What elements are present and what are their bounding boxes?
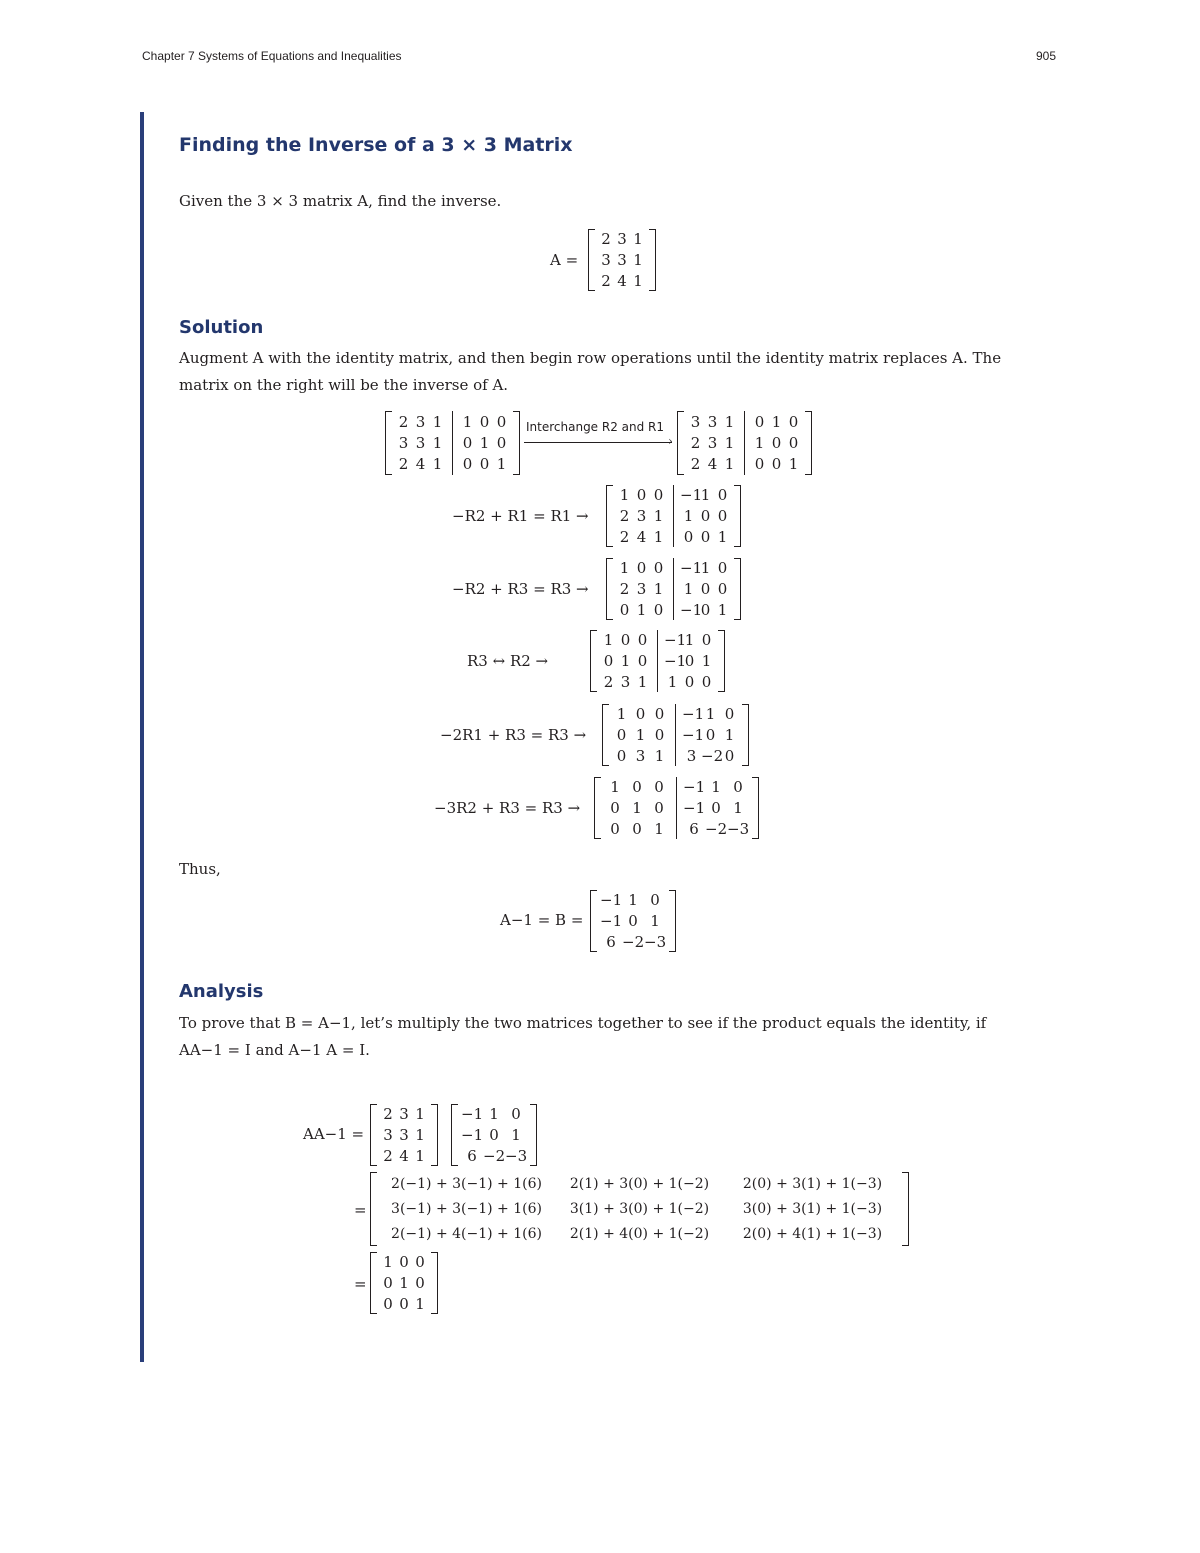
- matrix-cell: 2: [619, 506, 630, 525]
- matrix-cell: 0: [636, 486, 647, 505]
- matrix-cell: 0: [399, 1294, 409, 1313]
- bracket-left: [677, 411, 684, 475]
- matrix-cell: 1: [683, 506, 694, 525]
- matrix-cell: 2(−1) + 3(−1) + 1(6): [391, 1176, 542, 1193]
- matrix-cell: 0: [399, 1253, 409, 1272]
- augmented-step-1: [677, 411, 812, 475]
- verify-matrix-ainv: [451, 1104, 537, 1166]
- matrix-cell: 1: [637, 672, 648, 691]
- matrix-cell: 1: [415, 1294, 425, 1313]
- matrix-cell: −2: [705, 819, 728, 838]
- analysis-text: To prove that B = A−1, let’s multiply the two matrices together to see if the product equals the identity, if AA−1 = I and A−1 A = I.: [179, 1014, 987, 1059]
- matrix-cell: −3: [644, 932, 667, 951]
- matrix-cell: 1: [771, 412, 782, 431]
- matrix-cell: 1: [479, 433, 490, 452]
- matrix-cell: −3: [505, 1146, 528, 1165]
- matrix-cell: 3: [617, 230, 627, 249]
- matrix-cell: 3: [635, 746, 646, 765]
- example-box-rule: [140, 112, 144, 1362]
- matrix-cell: 2(−1) + 4(−1) + 1(6): [391, 1225, 542, 1242]
- matrix-cell: 4: [415, 455, 426, 474]
- step-2-label: −R2 + R1 = R1 →: [452, 507, 589, 525]
- matrix-cell: 0: [511, 1105, 521, 1124]
- matrix-cell: −1: [600, 911, 623, 930]
- running-header-chapter: Chapter 7 Systems of Equations and Inequalities: [142, 49, 402, 63]
- matrix-cell: 0: [754, 455, 765, 474]
- matrix-cell: 1: [711, 778, 721, 797]
- arrow-head-icon: ›: [668, 434, 673, 448]
- matrix-cell: 3: [620, 672, 631, 691]
- matrix-cell: 0: [637, 651, 648, 670]
- identity-result: [370, 1252, 438, 1314]
- matrix-cell: 1: [650, 911, 660, 930]
- inverse-matrix: [590, 890, 676, 952]
- matrix-cell: −1: [680, 600, 703, 619]
- bracket-left: [594, 777, 601, 839]
- matrix-cell: −1: [600, 891, 623, 910]
- matrix-cell: 3: [399, 1125, 409, 1144]
- matrix-cell: 0: [632, 778, 642, 797]
- matrix-cell: 0: [717, 486, 728, 505]
- inverse-label: A−1 = B =: [500, 911, 584, 929]
- matrix-cell: 1: [700, 486, 711, 505]
- matrix-cell: 3: [617, 250, 627, 269]
- bracket-left: [588, 229, 595, 291]
- matrix-cell: 1: [489, 1105, 499, 1124]
- matrix-cell: 1: [633, 230, 643, 249]
- matrix-cell: 0: [635, 705, 646, 724]
- equals-sign-2: =: [354, 1275, 367, 1293]
- bracket-right: [431, 1104, 438, 1166]
- thus-text: Thus,: [179, 860, 221, 878]
- matrix-cell: 2(0) + 4(1) + 1(−3): [742, 1225, 883, 1242]
- matrix-cell: 3: [601, 250, 611, 269]
- matrix-cell: 1: [496, 455, 507, 474]
- augment-divider: [744, 411, 745, 475]
- matrix-cell: 1: [653, 579, 664, 598]
- matrix-cell: 2: [690, 433, 701, 452]
- matrix-cell: 6: [606, 932, 616, 951]
- solution-heading: Solution: [179, 317, 264, 338]
- matrix-cell: 2: [619, 527, 630, 546]
- matrix-cell: 1: [610, 778, 620, 797]
- matrix-cell: 0: [653, 559, 664, 578]
- matrix-cell: 1: [620, 651, 631, 670]
- expanded-product: [370, 1172, 909, 1246]
- matrix-cell: 0: [724, 746, 735, 765]
- matrix-cell: 3: [383, 1125, 393, 1144]
- matrix-cell: 1: [717, 527, 728, 546]
- matrix-cell: 0: [610, 798, 620, 817]
- matrix-cell: 0: [650, 891, 660, 910]
- matrix-cell: −2: [701, 746, 724, 765]
- bracket-right: [752, 777, 759, 839]
- matrix-cell: 0: [717, 506, 728, 525]
- bracket-right: [734, 485, 741, 547]
- augment-divider: [673, 485, 674, 547]
- bracket-left: [385, 411, 392, 475]
- matrix-cell: 3: [636, 579, 647, 598]
- matrix-cell: −1: [682, 705, 705, 724]
- matrix-cell: 6: [467, 1146, 477, 1165]
- matrix-cell: 1: [415, 1105, 425, 1124]
- bracket-right: [530, 1104, 537, 1166]
- matrix-cell: 0: [653, 600, 664, 619]
- matrix-cell: 0: [654, 725, 665, 744]
- matrix-cell: 1: [432, 412, 443, 431]
- matrix-cell: −2: [483, 1146, 506, 1165]
- augmented-step-3: [606, 558, 741, 620]
- matrix-cell: 0: [479, 412, 490, 431]
- matrix-cell: −1: [664, 631, 687, 650]
- matrix-cell: 2(0) + 3(1) + 1(−3): [742, 1176, 883, 1193]
- bracket-left: [606, 558, 613, 620]
- matrix-cell: 0: [479, 455, 490, 474]
- matrix-cell: 4: [399, 1146, 409, 1165]
- analysis-heading: Analysis: [179, 981, 264, 1002]
- page-number: 905: [1036, 49, 1057, 63]
- matrix-cell: 1: [628, 891, 638, 910]
- matrix-cell: 0: [496, 412, 507, 431]
- bracket-right: [805, 411, 812, 475]
- bracket-left: [590, 890, 597, 952]
- matrix-cell: 1: [705, 705, 716, 724]
- matrix-cell: 1: [432, 455, 443, 474]
- matrix-a-label: A =: [550, 251, 579, 269]
- bracket-right: [649, 229, 656, 291]
- matrix-cell: 1: [636, 600, 647, 619]
- solution-text: Augment A with the identity matrix, and then begin row operations until the identity matrix replaces A. The matrix on the right will be the inverse of A.: [179, 349, 1002, 394]
- augmented-step-4: [590, 630, 725, 692]
- matrix-cell: 0: [603, 651, 614, 670]
- matrix-cell: 1: [700, 559, 711, 578]
- matrix-cell: 0: [701, 631, 712, 650]
- matrix-cell: 0: [628, 911, 638, 930]
- bracket-left: [370, 1252, 377, 1314]
- matrix-cell: −1: [680, 559, 703, 578]
- matrix-cell: 0: [771, 433, 782, 452]
- matrix-cell: 0: [683, 527, 694, 546]
- matrix-cell: 0: [771, 455, 782, 474]
- bracket-right: [718, 630, 725, 692]
- matrix-cell: 0: [684, 672, 695, 691]
- matrix-cell: 1: [511, 1125, 521, 1144]
- bracket-left: [606, 485, 613, 547]
- matrix-cell: 1: [633, 250, 643, 269]
- matrix-cell: 1: [654, 819, 664, 838]
- matrix-cell: 3: [415, 412, 426, 431]
- matrix-cell: 0: [653, 486, 664, 505]
- bracket-left: [370, 1172, 377, 1246]
- matrix-cell: 1: [633, 271, 643, 290]
- matrix-cell: 1: [619, 559, 630, 578]
- matrix-cell: 1: [788, 455, 799, 474]
- matrix-cell: 2: [619, 579, 630, 598]
- augmented-step-2: [606, 485, 741, 547]
- matrix-cell: 2: [398, 412, 409, 431]
- matrix-cell: 2: [601, 230, 611, 249]
- matrix-cell: 2(1) + 4(0) + 1(−2): [569, 1225, 710, 1242]
- matrix-cell: 1: [619, 486, 630, 505]
- given-text: Given the 3 × 3 matrix A, find the inverse.: [179, 192, 502, 210]
- step-1-arrow: [524, 442, 672, 443]
- step-6-label: −3R2 + R3 = R3 →: [434, 799, 581, 817]
- augment-divider: [657, 630, 658, 692]
- matrix-cell: 1: [383, 1253, 393, 1272]
- matrix-cell: 0: [462, 433, 473, 452]
- matrix-cell: 0: [620, 631, 631, 650]
- augment-divider: [673, 558, 674, 620]
- matrix-cell: 0: [700, 579, 711, 598]
- matrix-cell: 2: [690, 455, 701, 474]
- matrix-cell: 0: [754, 412, 765, 431]
- step-1-label: Interchange R2 and R1: [526, 420, 665, 434]
- matrix-cell: 0: [701, 672, 712, 691]
- matrix-cell: 0: [415, 1273, 425, 1292]
- matrix-cell: 1: [415, 1125, 425, 1144]
- matrix-cell: 0: [619, 600, 630, 619]
- matrix-cell: 4: [707, 455, 718, 474]
- matrix-cell: 3(0) + 3(1) + 1(−3): [742, 1200, 883, 1217]
- matrix-cell: 3: [686, 746, 697, 765]
- equals-sign-1: =: [354, 1201, 367, 1219]
- matrix-cell: 0: [616, 746, 627, 765]
- step-4-label: R3 ↔ R2 →: [467, 652, 549, 670]
- matrix-cell: −3: [727, 819, 750, 838]
- matrix-cell: 0: [705, 725, 716, 744]
- matrix-cell: 3: [398, 433, 409, 452]
- matrix-cell: 1: [603, 631, 614, 650]
- matrix-cell: 3: [415, 433, 426, 452]
- matrix-cell: 0: [654, 705, 665, 724]
- bracket-left: [602, 704, 609, 766]
- matrix-cell: 0: [700, 527, 711, 546]
- step-3-label: −R2 + R3 = R3 →: [452, 580, 589, 598]
- matrix-cell: 1: [733, 798, 743, 817]
- matrix-cell: 0: [654, 798, 664, 817]
- matrix-cell: 2: [383, 1105, 393, 1124]
- matrix-cell: 0: [489, 1125, 499, 1144]
- matrix-cell: −1: [683, 778, 706, 797]
- matrix-cell: 1: [724, 433, 735, 452]
- matrix-cell: 3(−1) + 3(−1) + 1(6): [391, 1200, 542, 1217]
- matrix-cell: 0: [383, 1273, 393, 1292]
- matrix-a: [588, 229, 656, 291]
- matrix-cell: 1: [724, 725, 735, 744]
- bracket-left: [590, 630, 597, 692]
- matrix-cell: 0: [684, 651, 695, 670]
- matrix-cell: 0: [700, 506, 711, 525]
- matrix-cell: 2: [398, 455, 409, 474]
- matrix-cell: 0: [496, 433, 507, 452]
- matrix-cell: 1: [701, 651, 712, 670]
- verification-lhs: AA−1 =: [303, 1125, 365, 1143]
- matrix-cell: 0: [700, 600, 711, 619]
- matrix-cell: 0: [616, 725, 627, 744]
- matrix-cell: −1: [682, 725, 705, 744]
- matrix-cell: 0: [724, 705, 735, 724]
- matrix-cell: 3(1) + 3(0) + 1(−2): [569, 1200, 710, 1217]
- matrix-cell: 0: [733, 778, 743, 797]
- matrix-cell: 3: [399, 1105, 409, 1124]
- augment-divider: [676, 777, 677, 839]
- matrix-cell: 2(1) + 3(0) + 1(−2): [569, 1176, 710, 1193]
- matrix-cell: 1: [653, 506, 664, 525]
- bracket-right: [513, 411, 520, 475]
- matrix-cell: −1: [461, 1125, 484, 1144]
- bracket-left: [451, 1104, 458, 1166]
- example-title: Finding the Inverse of a 3 × 3 Matrix: [179, 134, 573, 156]
- matrix-cell: 1: [399, 1273, 409, 1292]
- matrix-cell: −1: [461, 1105, 484, 1124]
- augmented-step-6: [594, 777, 759, 839]
- step-5-label: −2R1 + R3 = R3 →: [440, 726, 587, 744]
- matrix-cell: 3: [690, 412, 701, 431]
- matrix-cell: 2: [603, 672, 614, 691]
- matrix-cell: 1: [432, 433, 443, 452]
- matrix-cell: 1: [632, 798, 642, 817]
- matrix-cell: 4: [617, 271, 627, 290]
- augment-divider: [675, 704, 676, 766]
- matrix-cell: 1: [462, 412, 473, 431]
- matrix-cell: 1: [684, 631, 695, 650]
- matrix-cell: 0: [788, 433, 799, 452]
- matrix-cell: 1: [724, 412, 735, 431]
- matrix-cell: 1: [635, 725, 646, 744]
- matrix-cell: 0: [610, 819, 620, 838]
- augmented-start: [385, 411, 520, 475]
- matrix-cell: 0: [462, 455, 473, 474]
- matrix-cell: 1: [667, 672, 678, 691]
- bracket-right: [431, 1252, 438, 1314]
- matrix-cell: −1: [680, 486, 703, 505]
- augment-divider: [452, 411, 453, 475]
- matrix-cell: 2: [383, 1146, 393, 1165]
- matrix-cell: 1: [717, 600, 728, 619]
- matrix-cell: 3: [707, 433, 718, 452]
- matrix-cell: 1: [683, 579, 694, 598]
- matrix-cell: 0: [415, 1253, 425, 1272]
- matrix-cell: 1: [754, 433, 765, 452]
- verify-matrix-a: [370, 1104, 438, 1166]
- matrix-cell: 0: [632, 819, 642, 838]
- matrix-cell: −2: [622, 932, 645, 951]
- matrix-cell: 0: [717, 559, 728, 578]
- matrix-cell: 3: [707, 412, 718, 431]
- matrix-cell: 0: [383, 1294, 393, 1313]
- matrix-cell: −1: [683, 798, 706, 817]
- matrix-cell: 0: [717, 579, 728, 598]
- matrix-cell: 1: [415, 1146, 425, 1165]
- matrix-cell: 1: [653, 527, 664, 546]
- matrix-cell: 2: [601, 271, 611, 290]
- matrix-cell: 0: [654, 778, 664, 797]
- matrix-cell: 1: [724, 455, 735, 474]
- matrix-cell: 0: [637, 631, 648, 650]
- bracket-right: [669, 890, 676, 952]
- matrix-cell: 0: [711, 798, 721, 817]
- matrix-cell: 3: [636, 506, 647, 525]
- matrix-cell: 0: [636, 559, 647, 578]
- bracket-left: [370, 1104, 377, 1166]
- matrix-cell: 4: [636, 527, 647, 546]
- matrix-cell: 1: [616, 705, 627, 724]
- matrix-cell: 1: [654, 746, 665, 765]
- matrix-cell: −1: [664, 651, 687, 670]
- augmented-step-5: [602, 704, 749, 766]
- bracket-right: [734, 558, 741, 620]
- bracket-right: [902, 1172, 909, 1246]
- bracket-right: [742, 704, 749, 766]
- matrix-cell: 6: [689, 819, 699, 838]
- matrix-cell: 0: [788, 412, 799, 431]
